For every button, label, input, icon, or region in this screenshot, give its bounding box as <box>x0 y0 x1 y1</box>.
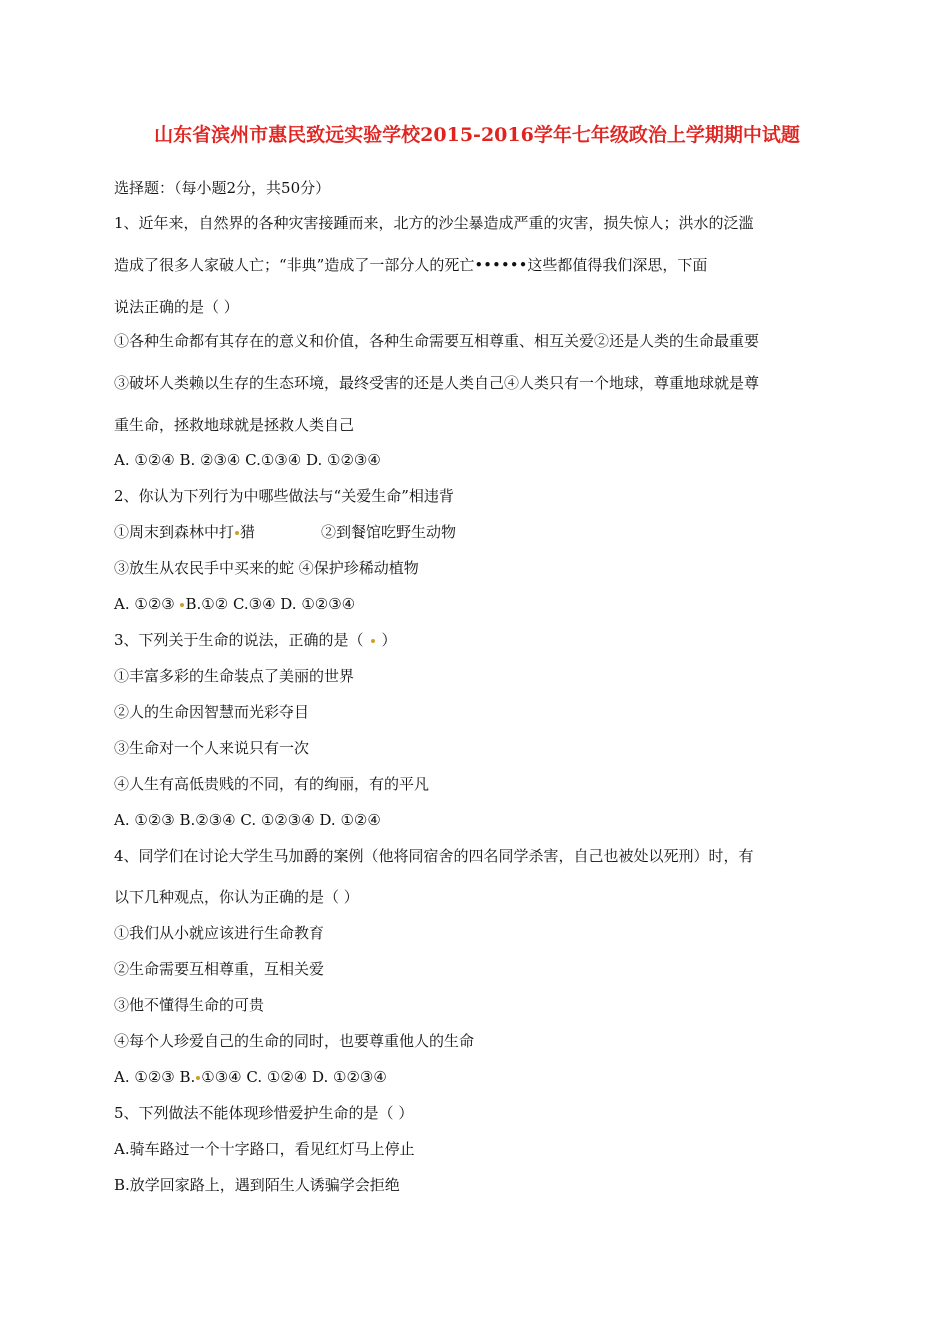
q2-option-a: A. ①②③ <box>114 595 180 613</box>
q2-statement-1b: 猎 <box>240 523 256 541</box>
stray-dot-icon <box>180 603 184 607</box>
q3-statement-3: ③生命对一个人来说只有一次 <box>114 739 310 757</box>
q2-statement-1a: ①周末到森林中打 <box>114 523 235 541</box>
q5-stem: 5、下列做法不能体现珍惜爱护生命的是（ ） <box>114 1104 414 1122</box>
section-header: 选择题：（每小题2分，共50分） <box>114 179 331 197</box>
q4-options <box>114 1067 844 1087</box>
q1-stem-line-1: 1、近年来，自然界的各种灾害接踵而来，北方的沙尘暴造成严重的灾害，损失惊人；洪水的泛滥 <box>114 214 754 232</box>
q4-statement-3: ③他不懂得生命的可贵 <box>114 996 265 1014</box>
q1-statement-line-3: 重生命，拯救地球就是拯救人类自己 <box>114 416 355 434</box>
q2-statement-row-2: ③放生从农民手中买来的蛇 ④保护珍稀动植物 <box>114 559 419 577</box>
q3-stem <box>114 630 844 650</box>
exam-title: 山东省滨州市惠民致远实验学校2015-2016学年七年级政治上学期期中试题 <box>154 124 800 146</box>
q5-option-a: A.骑车路过一个十字路口，看见红灯马上停止 <box>114 1140 415 1158</box>
q4-options-rest: ①③④ C. ①②④ D. ①②③④ <box>201 1068 387 1086</box>
q4-statement-2: ②生命需要互相尊重，互相关爱 <box>114 960 325 978</box>
q3-stem-a: 3、下列关于生命的说法，正确的是（ <box>114 631 364 649</box>
q4-statement-1: ①我们从小就应该进行生命教育 <box>114 924 325 942</box>
q4-stem-line-2: 以下几种观点，你认为正确的是（ ） <box>114 888 359 906</box>
stray-dot-icon <box>196 1076 200 1080</box>
q4-stem-line-1: 4、同学们在讨论大学生马加爵的案例（他将同宿舍的四名同学杀害，自己也被处以死刑）时，有 <box>114 847 754 865</box>
q4-option-a: A. ①②③ B. <box>114 1068 196 1086</box>
q3-statement-1: ①丰富多彩的生命装点了美丽的世界 <box>114 667 355 685</box>
q3-stem-b: ） <box>381 631 397 649</box>
q5-option-b: B.放学回家路上，遇到陌生人诱骗学会拒绝 <box>114 1176 400 1194</box>
q2-options <box>114 594 844 614</box>
q2-stem: 2、你认为下列行为中哪些做法与“关爱生命”相违背 <box>114 487 454 505</box>
q2-options-rest: B.①② C.③④ D. ①②③④ <box>185 595 356 613</box>
q2-statement-row-1 <box>114 522 844 542</box>
q1-statement-line-2: ③破坏人类赖以生存的生态环境，最终受害的还是人类自己④人类只有一个地球，尊重地球就是尊 <box>114 374 760 392</box>
q3-statement-2: ②人的生命因智慧而光彩夺目 <box>114 703 310 721</box>
q1-statement-line-1: ①各种生命都有其存在的意义和价值，各种生命需要互相尊重、相互关爱②还是人类的生命最重要 <box>114 332 760 350</box>
q2-statement-1c: ②到餐馆吃野生动物 <box>321 523 457 541</box>
q3-options: A. ①②③ B.②③④ C. ①②③④ D. ①②④ <box>114 811 381 829</box>
q1-stem-line-3: 说法正确的是（ ） <box>114 298 239 316</box>
stray-dot-icon <box>371 639 375 643</box>
q1-options: A. ①②④ B. ②③④ C.①③④ D. ①②③④ <box>114 451 381 469</box>
q3-statement-4: ④人生有高低贵贱的不同，有的绚丽，有的平凡 <box>114 775 430 793</box>
q4-statement-4: ④每个人珍爱自己的生命的同时，也要尊重他人的生命 <box>114 1032 475 1050</box>
q1-stem-line-2: 造成了很多人家破人亡；“非典”造成了一部分人的死亡••••••这些都值得我们深思，下面 <box>114 256 708 274</box>
stray-dot-icon <box>235 531 239 535</box>
